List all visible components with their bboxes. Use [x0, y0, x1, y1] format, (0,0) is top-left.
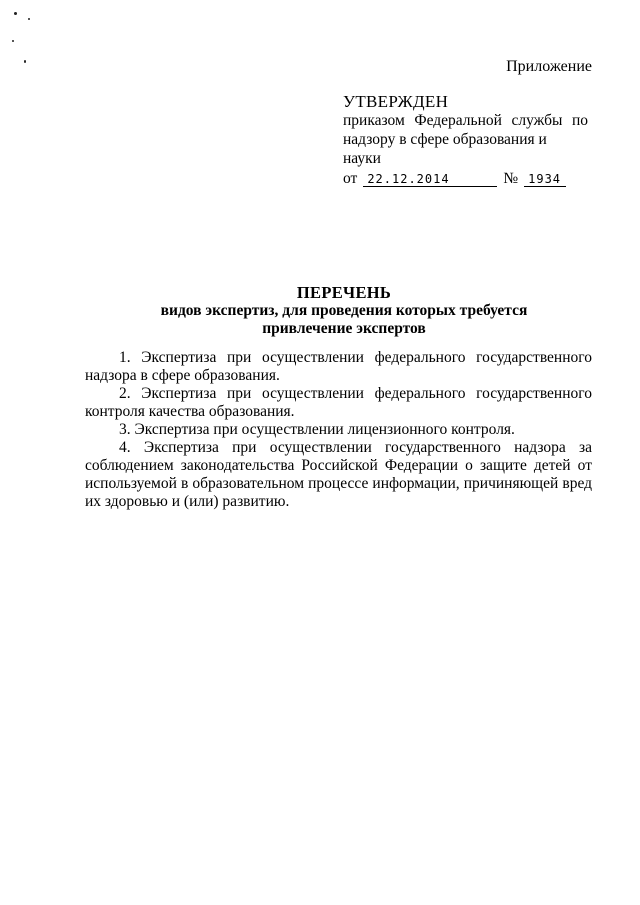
order-number: 1934 — [524, 172, 566, 187]
order-word: по — [571, 112, 588, 129]
document-title: ПЕРЕЧЕНЬ — [296, 283, 392, 302]
list-item: 3. Экспертиза при осуществлении лицензионного контроля. — [119, 421, 515, 438]
document-title-block — [48, 284, 640, 338]
approval-block — [343, 92, 588, 188]
document-subtitle-line-2: привлечение экспертов — [262, 320, 426, 337]
order-line-1 — [343, 111, 588, 130]
order-date: 22.12.2014 — [363, 172, 497, 187]
expertise-list — [85, 349, 592, 511]
list-item: 1. Экспертиза при осуществлении федерального государственного надзора в сфере образования. — [85, 349, 592, 384]
order-word: службы — [511, 112, 563, 129]
list-item: 4. Экспертиза при осуществлении государственного надзора за соблюдением законодательства Российской Федерации о защите детей от используемой в образовательном процессе информации, причиняющей вред их здоровью и (или) развитию. — [85, 439, 592, 510]
list-item: 2. Экспертиза при осуществлении федерального государственного контроля качества образования. — [85, 385, 592, 420]
approved-heading: УТВЕРЖДЕН — [343, 92, 449, 111]
document-subtitle-line-1: видов экспертиз, для проведения которых требуется — [160, 302, 528, 319]
appendix-label: Приложение — [506, 58, 592, 75]
order-word: приказом — [343, 112, 405, 129]
date-number-row — [343, 169, 588, 188]
order-word: Федеральной — [414, 112, 502, 129]
number-sign: № — [503, 170, 519, 187]
date-prefix: от — [343, 170, 358, 187]
order-line-2: надзору в сфере образования и науки — [343, 131, 547, 167]
